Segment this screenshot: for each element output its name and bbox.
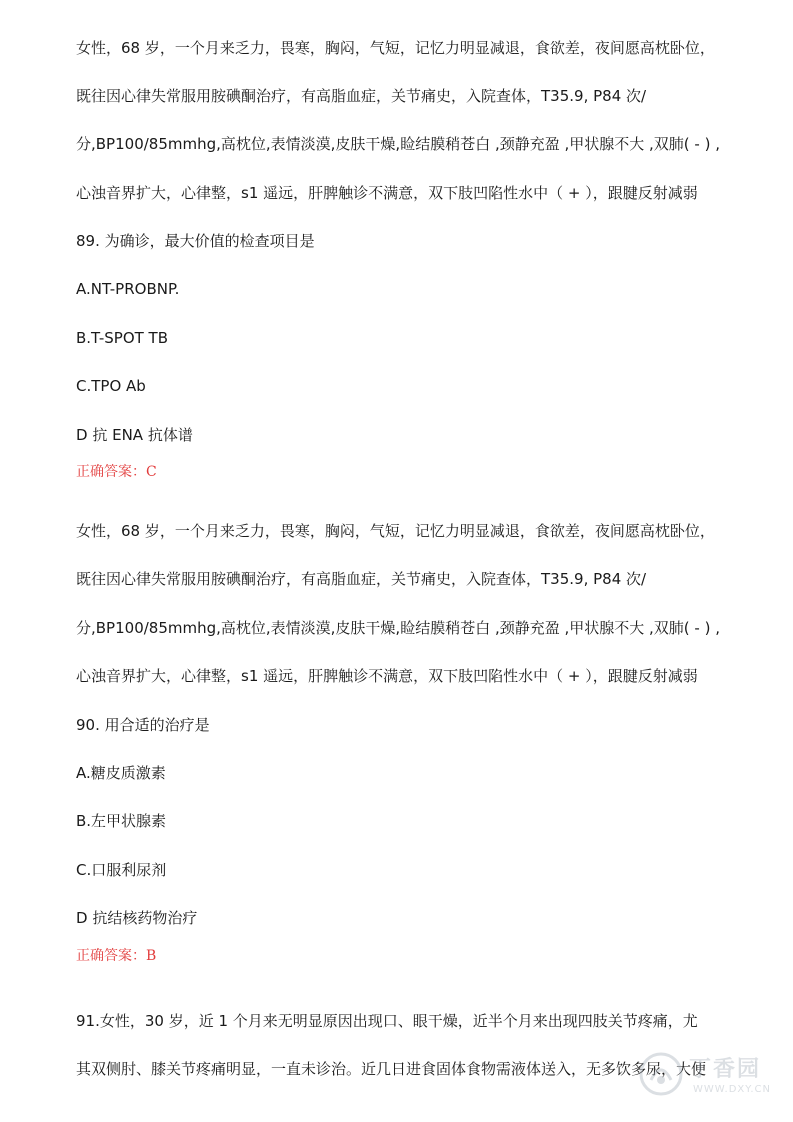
q89-option-b: B.T-SPOT TB <box>76 329 169 347</box>
q91-stem-line-2: 其双侧肘、膝关节疼痛明显，一直未诊治。近几日进食固体食物需液体送入，无多饮多尿，大便 <box>76 1060 707 1078</box>
q90-stem-line-2: 既往因心律失常服用胺碘酮治疗，有高脂血症，关节痛史，入院查体，T35.9, P84 次/ <box>76 570 647 588</box>
q91-stem-line-1: 91.女性，30 岁，近 1 个月来无明显原因出现口、眼干燥，近半个月来出现四肢关节疼痛，尤 <box>76 1012 698 1030</box>
watermark-url: WWW.DXY.CN <box>693 1084 771 1095</box>
q90-option-a: A.糖皮质激素 <box>76 764 166 782</box>
q89-stem-line-1: 女性，68 岁，一个月来乏力，畏寒，胸闷，气短，记忆力明显减退，食欲差，夜间愿高枕卧位， <box>76 39 715 57</box>
q89-option-a: A.NT-PROBNP. <box>76 280 180 298</box>
q89-option-d: D 抗 ENA 抗体谱 <box>76 426 193 444</box>
q89-stem-line-3: 分,BP100/85mmhg,高枕位,表情淡漠,皮肤干燥,睑结膜稍苍白 ,颈静充盈 ,甲状腺不大 ,双肺( - ) , <box>76 135 720 153</box>
q90-option-c: C.口服利尿剂 <box>76 861 167 879</box>
dxy-watermark <box>637 1048 777 1108</box>
q90-stem-line-4: 心浊音界扩大，心律整，s1 遥远，肝脾触诊不满意，双下肢凹陷性水中（ + ），跟腱反射减弱 <box>76 667 698 685</box>
watermark-text: 丁香园 <box>689 1057 762 1082</box>
q90-question: 90. 用合适的治疗是 <box>76 716 210 734</box>
dxy-logo-icon <box>637 1050 685 1098</box>
q89-answer: 正确答案：C <box>76 464 157 480</box>
q89-stem-line-2: 既往因心律失常服用胺碘酮治疗，有高脂血症，关节痛史，入院查体，T35.9, P84 次/ <box>76 87 647 105</box>
q89-question: 89. 为确诊，最大价值的检查项目是 <box>76 232 315 250</box>
q90-option-b: B.左甲状腺素 <box>76 812 167 830</box>
q89-option-c: C.TPO Ab <box>76 377 146 395</box>
q90-stem-line-3: 分,BP100/85mmhg,高枕位,表情淡漠,皮肤干燥,睑结膜稍苍白 ,颈静充盈 ,甲状腺不大 ,双肺( - ) , <box>76 619 720 637</box>
q89-stem-line-4: 心浊音界扩大，心律整，s1 遥远，肝脾触诊不满意，双下肢凹陷性水中（ + ），跟腱反射减弱 <box>76 184 698 202</box>
q90-answer: 正确答案：B <box>76 948 157 964</box>
q90-stem-line-1: 女性，68 岁，一个月来乏力，畏寒，胸闷，气短，记忆力明显减退，食欲差，夜间愿高枕卧位， <box>76 522 715 540</box>
q90-option-d: D 抗结核药物治疗 <box>76 909 198 927</box>
